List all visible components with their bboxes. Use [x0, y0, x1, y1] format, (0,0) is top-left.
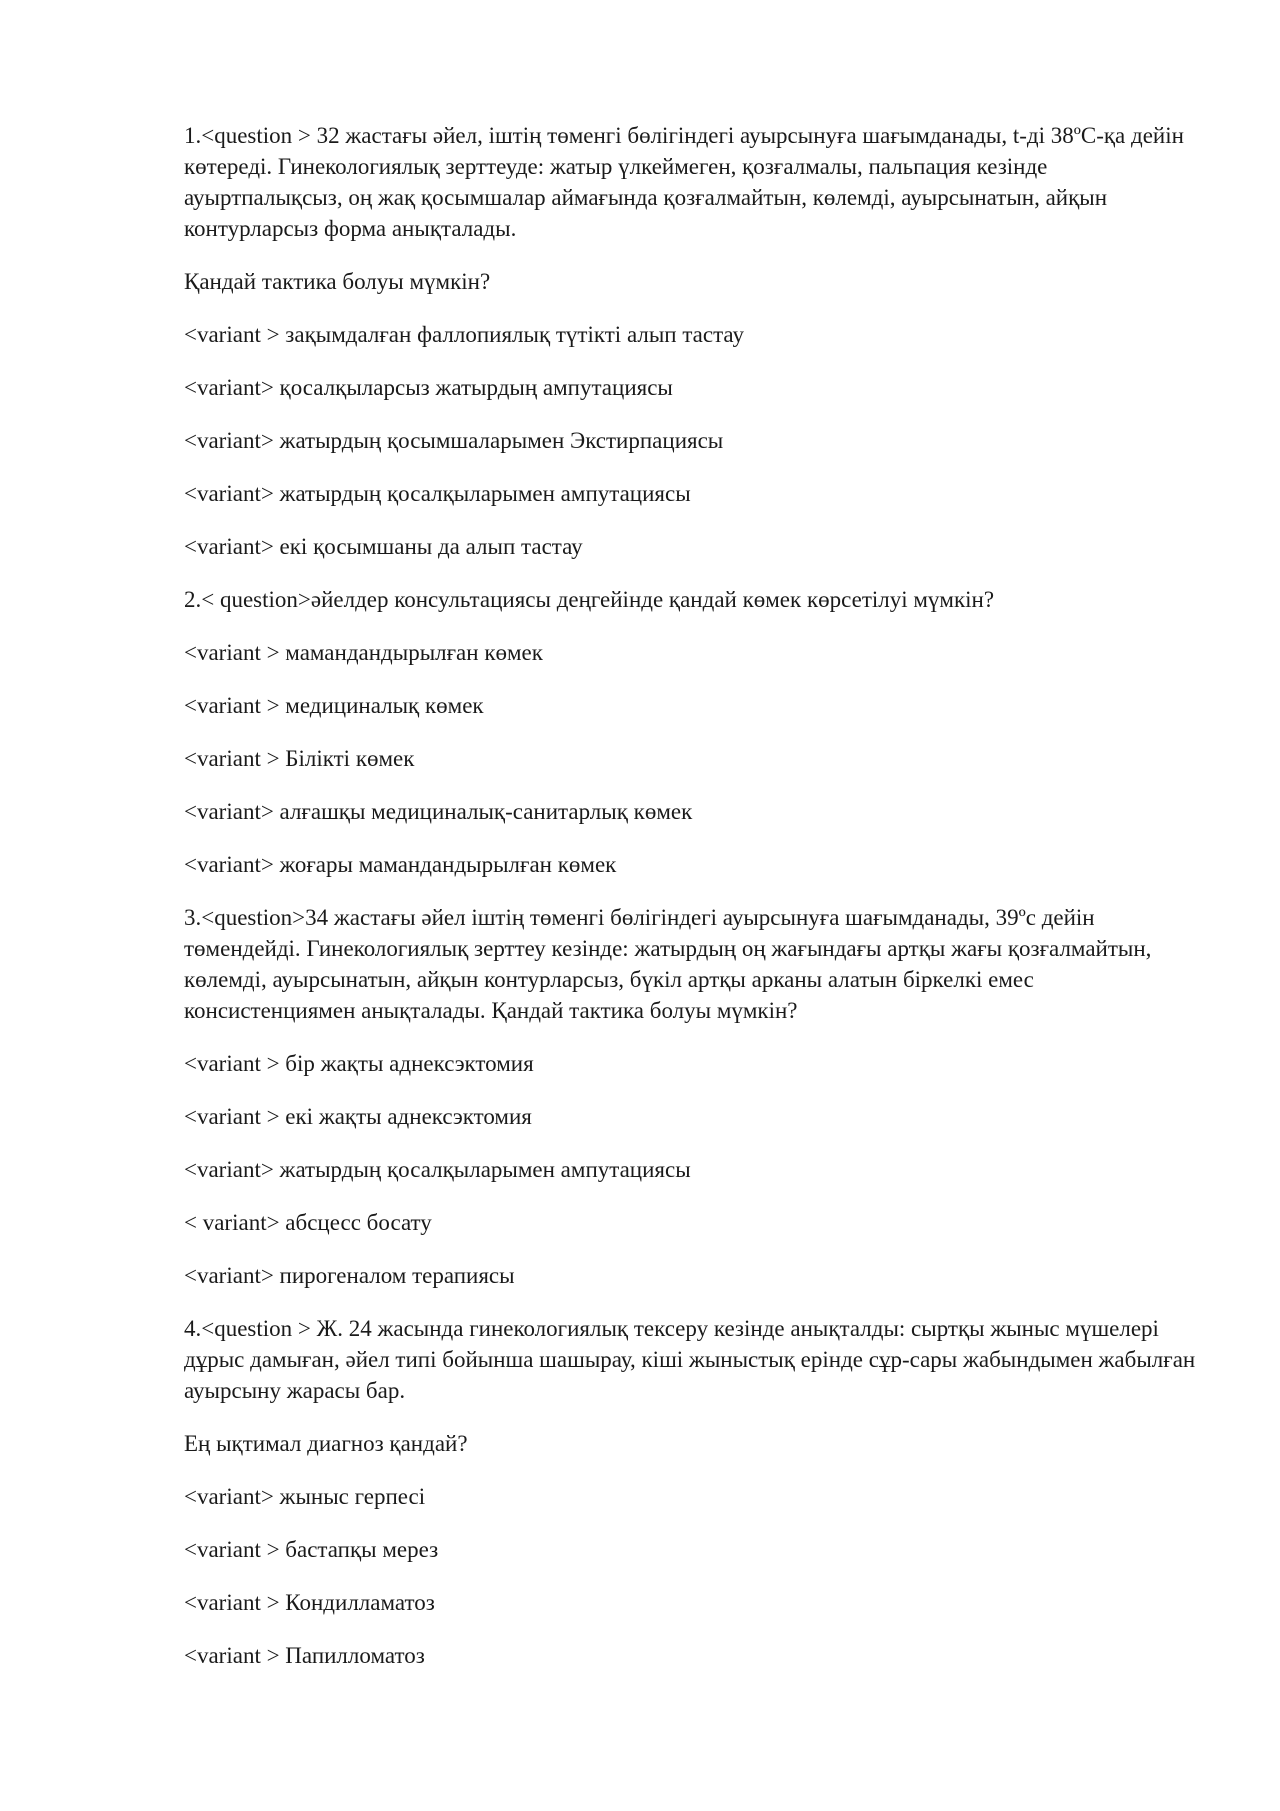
question-4-text: 4.<question > Ж. 24 жасында гинекологиялық тексеру кезінде анықталды: сыртқы жыныс мүшелері дұрыс дамыған, әйел типі бойынша шашырау, кіші жыныстық ерінде сұр-сары жабындымен жабылған ауырсыну жарасы бар.	[184, 1316, 1196, 1403]
question-3-variant-2: <variant > екі жақты аднексэктомия	[184, 1104, 532, 1129]
question-4-variant-4: <variant > Папилломатоз	[184, 1643, 425, 1668]
question-2-variant-3: <variant > Білікті көмек	[184, 746, 415, 771]
document-body	[184, 120, 1200, 1693]
question-2-variant-2: <variant > медициналық көмек	[184, 693, 484, 718]
question-2-variant-5: <variant> жоғары мамандандырылған көмек	[184, 852, 617, 877]
question-1-variant-1: <variant > зақымдалған фаллопиялық түтікті алып тастау	[184, 322, 744, 347]
question-3-variant-3: <variant> жатырдың қосалқыларымен ампутациясы	[184, 1157, 691, 1182]
question-2-variant-1: <variant > мамандандырылған көмек	[184, 640, 543, 665]
question-4-variant-1: <variant> жыныс герпесі	[184, 1484, 426, 1509]
question-3-variant-5: <variant> пирогеналом терапиясы	[184, 1263, 515, 1288]
question-4-variant-2: <variant > бастапқы мерез	[184, 1537, 439, 1562]
question-1-variant-2: <variant> қосалқыларсыз жатырдың ампутациясы	[184, 375, 673, 400]
question-1-variant-4: <variant> жатырдың қосалқыларымен ампутациясы	[184, 481, 691, 506]
question-4-variant-3: <variant > Кондилламатоз	[184, 1590, 435, 1615]
question-4-followup: Ең ықтимал диагноз қандай?	[184, 1431, 468, 1456]
question-1-followup: Қандай тактика болуы мүмкін?	[184, 269, 491, 294]
question-1-variant-5: <variant> екі қосымшаны да алып тастау	[184, 534, 583, 559]
question-2-text: 2.< question>әйелдер консультациясы деңгейінде қандай көмек көрсетілуі мүмкін?	[184, 587, 995, 612]
question-3-text: 3.<question>34 жастағы әйел іштің төменгі бөлігіндегі ауырсынуға шағымданады, 39ºс дейін төмендейді. Гинекологиялық зерттеу кезінде: жатырдың оң жағындағы артқы жағы қозғалмайтын, көлемді, ауырсынатын, айқын контурларсыз, бүкіл артқы арканы алатын біркелкі емес консистенциямен анықталады. Қандай тактика болуы мүмкін?	[184, 905, 1152, 1023]
question-1-text: 1.<question > 32 жастағы әйел, іштің төменгі бөлігіндегі ауырсынуға шағымданады, t-ді 38ºС-қа дейін көтереді. Гинекологиялық зерттеуде: жатыр үлкеймеген, қозғалмалы, пальпация кезінде ауыртпалықсыз, оң жақ қосымшалар аймағында қозғалмайтын, көлемді, ауырсынатын, айқын контурларсыз форма анықталады.	[184, 123, 1184, 241]
question-2-variant-4: <variant> алғашқы медициналық-санитарлық көмек	[184, 799, 693, 824]
question-3-variant-1: <variant > бір жақты аднексэктомия	[184, 1051, 534, 1076]
question-1-variant-3: <variant> жатырдың қосымшаларымен Экстирпациясы	[184, 428, 724, 453]
question-3-variant-4: < variant> абсцесс босату	[184, 1210, 432, 1235]
